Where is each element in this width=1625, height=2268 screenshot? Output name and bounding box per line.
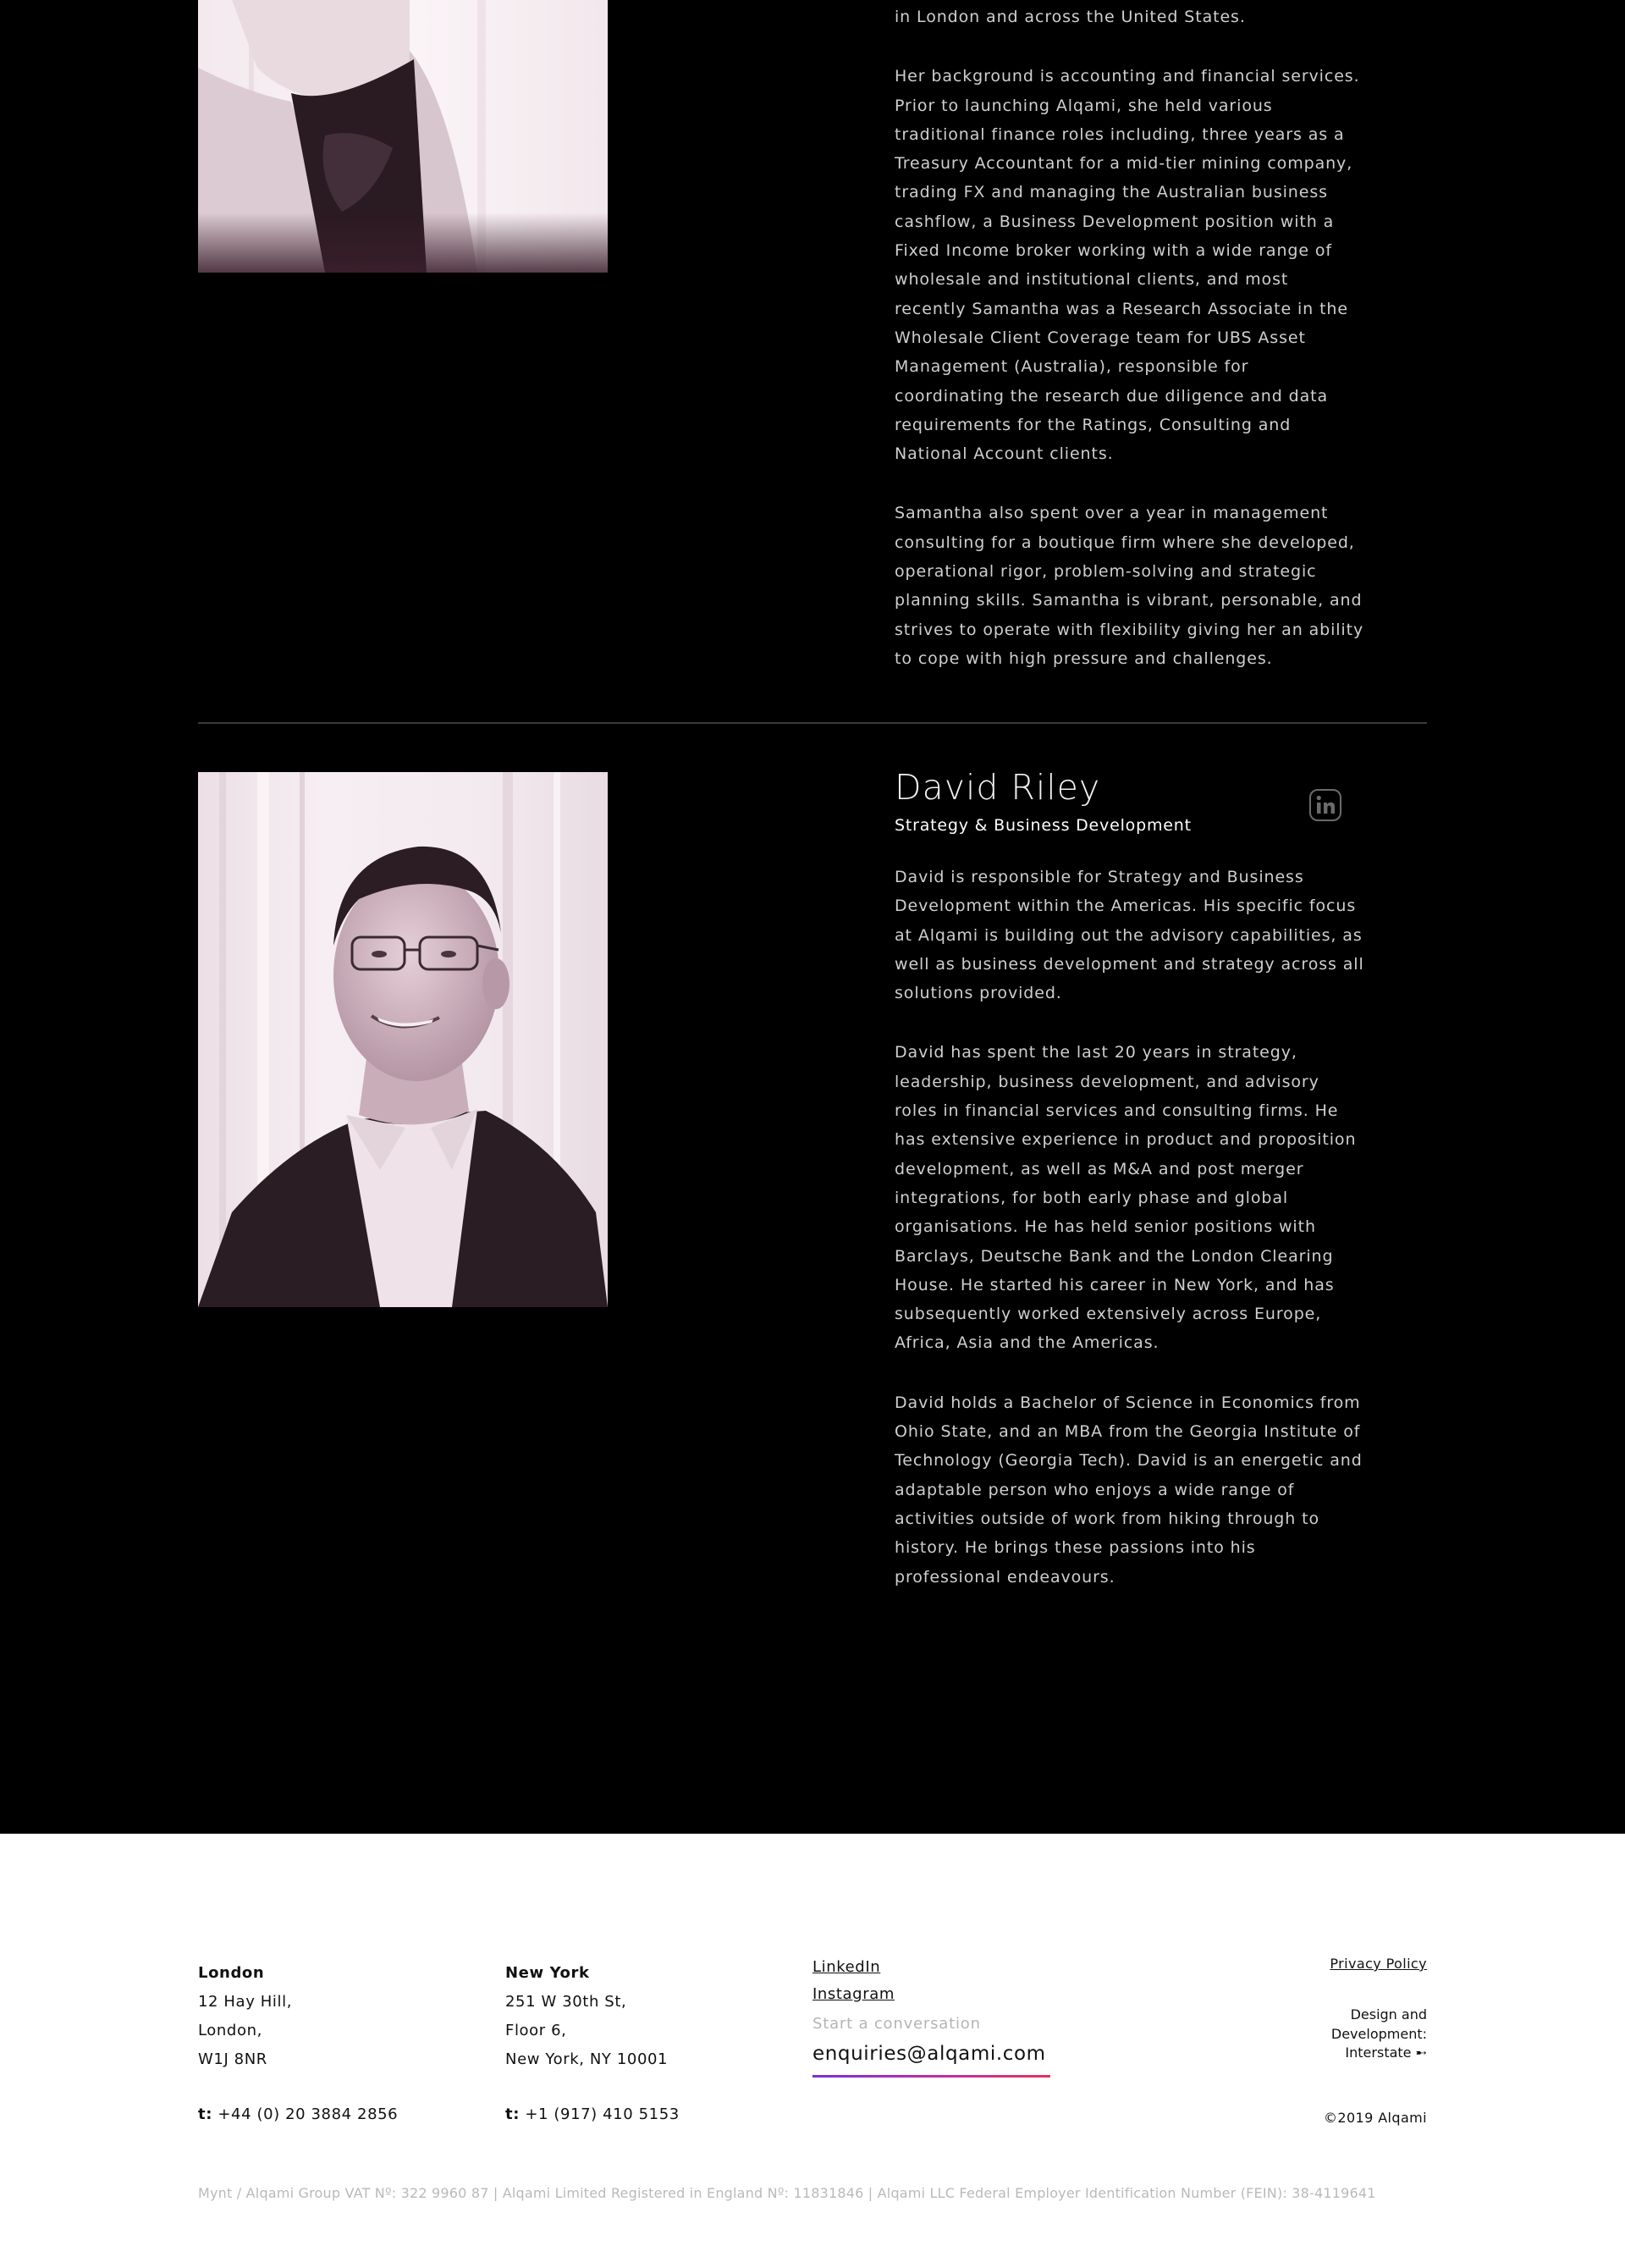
- credit-line: Development:: [1330, 2025, 1427, 2042]
- team-member-photo-david: [198, 772, 608, 1307]
- email-link[interactable]: enquiries@alqami.com: [812, 2043, 1046, 2065]
- social-links: [812, 1954, 895, 2008]
- address-line: W1J 8NR: [198, 2050, 267, 2068]
- bio-paragraph: Her background is accounting and financial services. Prior to launching Alqami, she held various traditional finance roles including, three years as a Treasury Accountant for a mid-tier mining company, trading FX and managing the Australian business cashflow, a Business Development position with a Fixed Income broker working with a wide range of wholesale and institutional clients, and most recently Samantha was a Research Associate in the Wholesale Client Coverage team for UBS Asset Management (Australia), responsible for coordinating the research due diligence and data requirements for the Ratings, Consulting and National Account clients.: [895, 67, 1360, 464]
- bio-paragraph: David holds a Bachelor of Science in Economics from Ohio State, and an MBA from the Georgia Institute of Technology (Georgia Tech). David is an energetic and adaptable person who enjoys a wide range of activities outside of work from hiking through to history. He brings these passions into his professional endeavours.: [895, 1393, 1363, 1586]
- phone-label: t:: [198, 2105, 213, 2123]
- start-conversation-label: Start a conversation: [812, 2015, 981, 2033]
- address-line: New York, NY 10001: [505, 2050, 669, 2068]
- david-bio: [895, 863, 1364, 1622]
- address-line: London,: [198, 2022, 262, 2039]
- address-line: 251 W 30th St,: [505, 1993, 627, 2011]
- privacy-policy-link[interactable]: Privacy Policy: [1330, 1956, 1427, 1972]
- phone-new-york[interactable]: [505, 2105, 680, 2123]
- office-city: London: [198, 1964, 265, 1982]
- instagram-link[interactable]: Instagram: [812, 1985, 895, 2003]
- phone-london[interactable]: [198, 2105, 398, 2123]
- legal-notice: Mynt / Alqami Group VAT Nº: 322 9960 87 | Alqami Limited Registered in England Nº: 11831846 | Alqami LLC Federal Employer Identification Number (FEIN): 38-4119641: [198, 2185, 1376, 2201]
- address-line: 12 Hay Hill,: [198, 1993, 293, 2011]
- phone-number[interactable]: +1 (917) 410 5153: [525, 2105, 680, 2123]
- credit-line: Design and: [1350, 2006, 1427, 2022]
- bio-paragraph: Samantha also spent over a year in management consulting for a boutique firm where she developed, operational rigor, problem-solving and strategic planning skills. Samantha is vibrant, personable, and strives to operate with flexibility giving her an ability to cope with high pressure and challenges.: [895, 504, 1364, 668]
- phone-number[interactable]: +44 (0) 20 3884 2856: [218, 2105, 399, 2123]
- address-line: Floor 6,: [505, 2022, 567, 2039]
- bio-paragraph: David is responsible for Strategy and Business Development within the Americas. His specific focus at Alqami is building out the advisory capabilities, as well as business development and strategy across all solutions provided.: [895, 868, 1364, 1003]
- team-member-photo-samantha: [198, 0, 608, 273]
- office-city: New York: [505, 1964, 590, 1982]
- bio-paragraph: in London and across the United States.: [895, 8, 1246, 26]
- footer-address-london: [198, 1959, 292, 2074]
- bio-paragraph: David has spent the last 20 years in strategy, leadership, business development, and advisory roles in financial services and consulting firms. He has extensive experience in product and proposition development, as well as M&A and post merger integrations, for both early phase and global organisations. He has held senior positions with Barclays, Deutsche Bank and the London Clearing House. He started his career in New York, and has subsequently worked extensively across Europe, Africa, Asia and the Americas.: [895, 1043, 1357, 1353]
- credit-link[interactable]: Interstate ➸: [1345, 2045, 1427, 2061]
- linkedin-link[interactable]: LinkedIn: [812, 1958, 881, 1976]
- team-divider: [198, 722, 1427, 724]
- samantha-bio: [895, 3, 1364, 704]
- team-member-name: David Riley: [895, 767, 1101, 808]
- team-member-role: Strategy & Business Development: [895, 816, 1192, 835]
- linkedin-icon[interactable]: [1308, 788, 1342, 822]
- email-underline: [812, 2075, 1050, 2078]
- copyright: ©2019 Alqami: [1324, 2110, 1427, 2126]
- footer-address-new-york: [505, 1959, 668, 2074]
- phone-label: t:: [505, 2105, 521, 2123]
- design-credit: [1258, 2006, 1427, 2063]
